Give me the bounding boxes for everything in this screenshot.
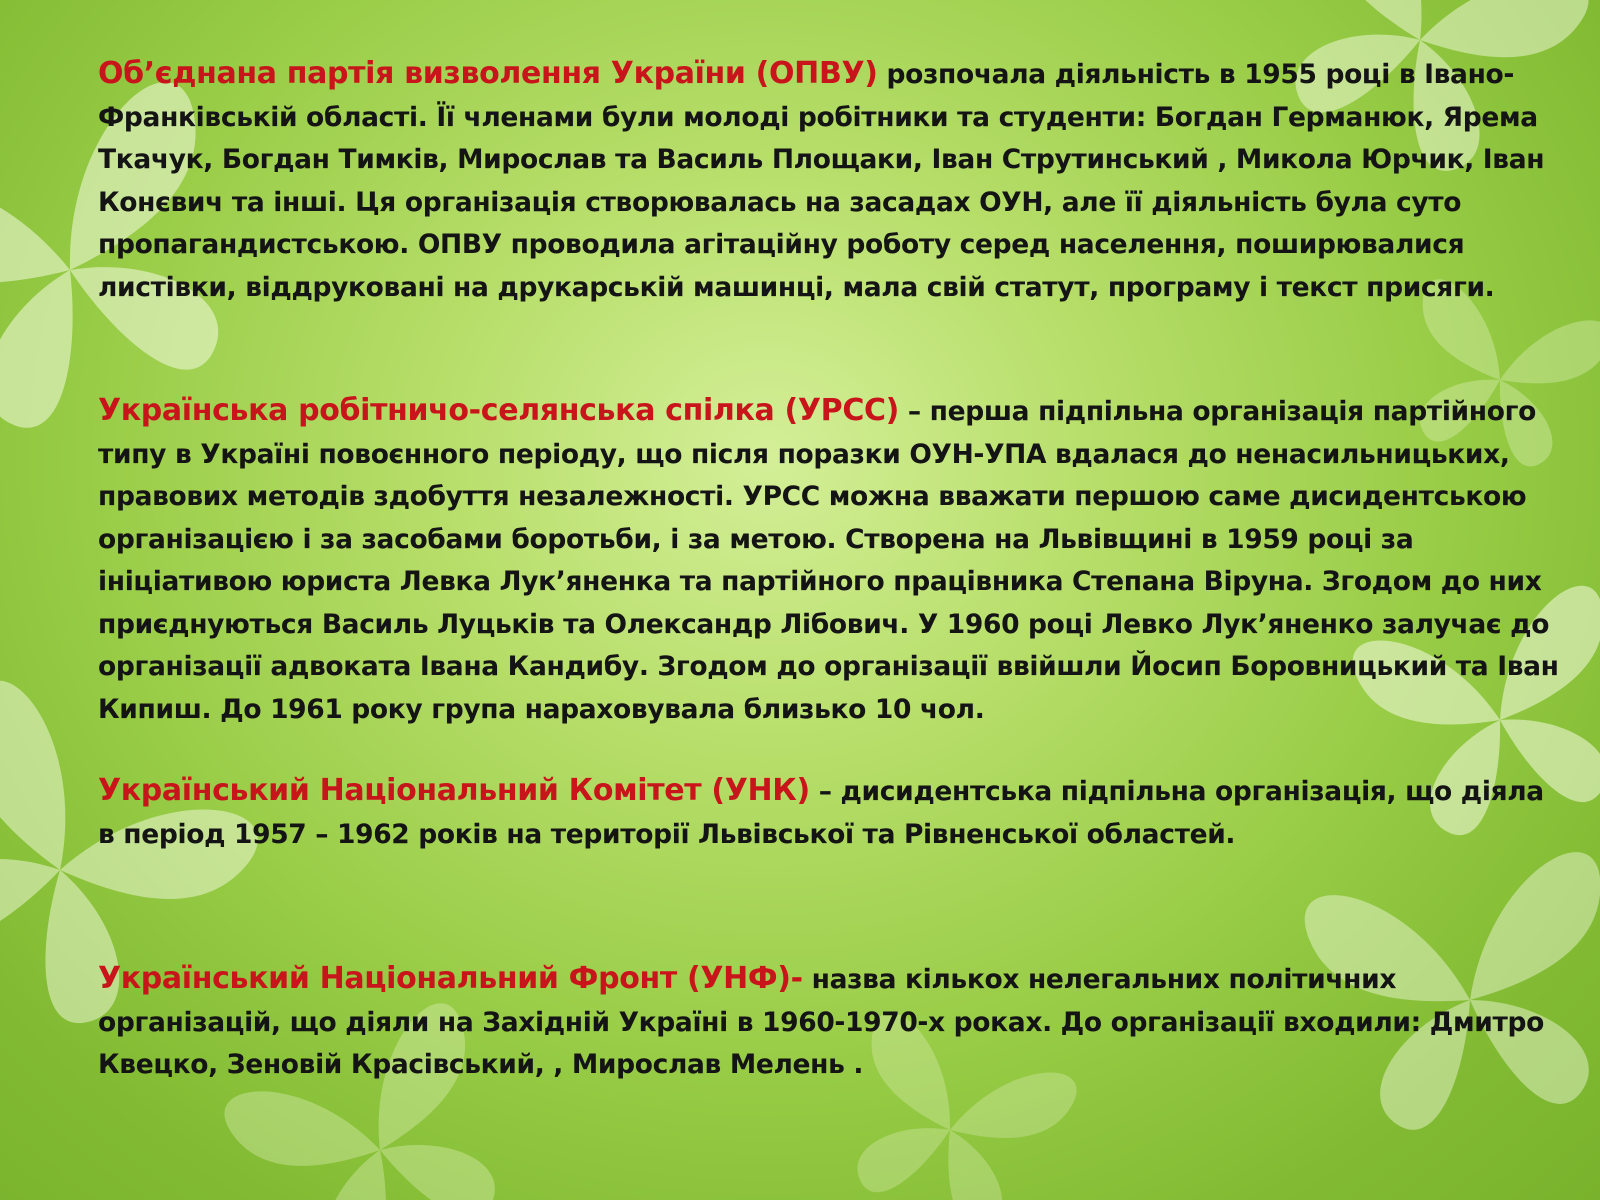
paragraph-unf [98, 958, 1568, 1087]
body-urss: – перша підпільна організація партійного типу в Україні повоєнного періоду, що після поразки ОУН-УПА вдалася до ненасильницьких, правових методів здобуття незалежності. УРСС можна вважати першою саме дисидентською організацією і за засобами боротьби, і за метою. Створена на Львівщині в 1959 році за ініціативою юриста Левка Лук’яненка та партійного працівника Степана Віруна. Згодом до них приєднуються Василь Луцьків та Олександр Лібович. У 1960 році Левко Лук’яненко залучає до організації адвоката Івана Кандибу. Згодом до організації ввійшли Йосип Боровницький та Іван Кипиш. До 1961 року група нараховувала близько 10 чол. [98, 396, 1559, 725]
paragraph-opvu [98, 53, 1568, 309]
body-unf: назва кількох нелегальних політичних організацій, що діяли на Західній Україні в 1960-1970-х роках. До організації входили: Дмитро Квецко, Зеновій Красівський, , Мирослав Мелень . [98, 964, 1545, 1080]
heading-unf: Український Національний Фронт (УНФ)- [98, 961, 803, 996]
heading-urss: Українська робітничо-селянська спілка (УРСС) [98, 393, 900, 428]
heading-opvu: Об’єднана партія визволення України (ОПВУ) [98, 56, 878, 91]
paragraph-unk [98, 770, 1568, 856]
body-unk: – дисидентська підпільна організація, що діяла в період 1957 – 1962 років на території Львівської та Рівненської областей. [98, 776, 1544, 850]
heading-unk: Український Національний Комітет (УНК) [98, 773, 810, 808]
paragraph-urss [98, 390, 1568, 731]
body-opvu: розпочала діяльність в 1955 році в Івано-Франківській області. Її членами були молоді робітники та студенти: Богдан Германюк, Ярема Ткачук, Богдан Тимків, Мирослав та Василь Площаки, Іван Струтинський , Микола Юрчик, Іван Конєвич та інші. Ця організація створювалась на засадах ОУН, але її діяльність була суто пропагандистською. ОПВУ проводила агітаційну роботу серед населення, поширювалися листівки, віддруковані на друкарській машинці, мала свій статут, програму і текст присяги. [98, 59, 1545, 303]
